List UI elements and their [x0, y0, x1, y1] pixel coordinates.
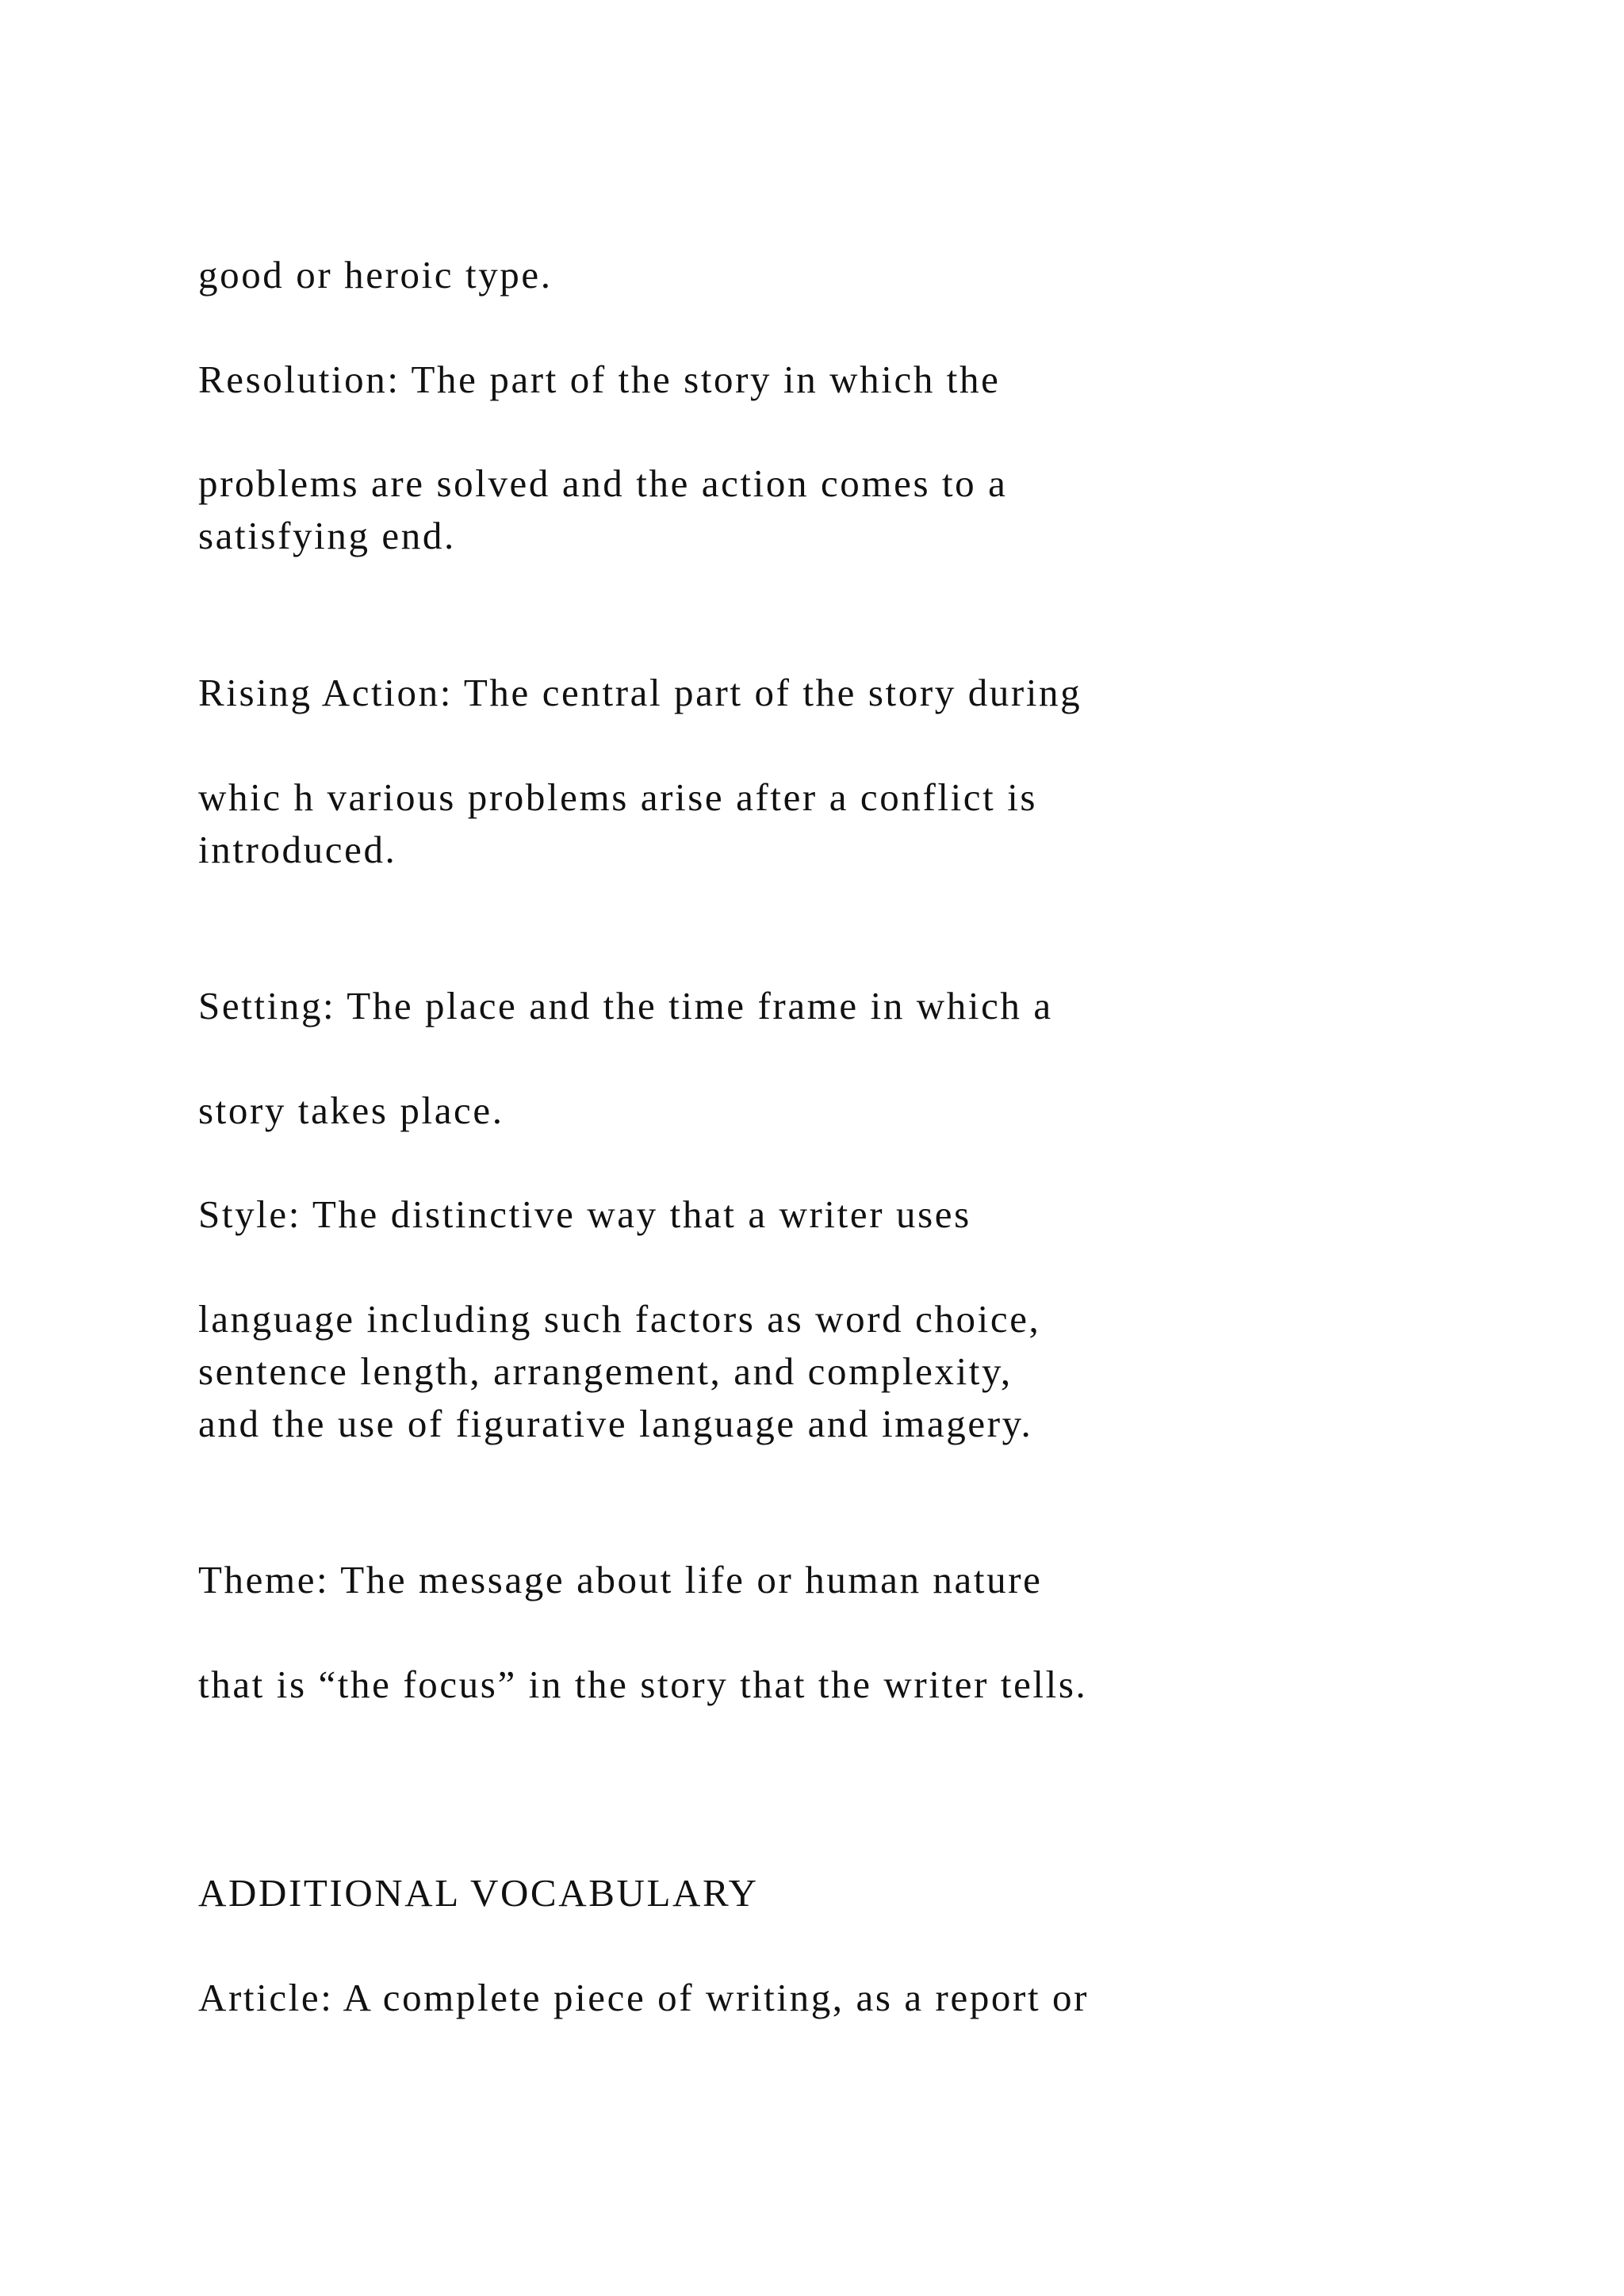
section-heading: ADDITIONAL VOCABULARY: [198, 1871, 759, 1915]
text-line: whic h various problems arise after a conflict is: [198, 775, 1038, 819]
text-line: and the use of figurative language and imagery.: [198, 1402, 1033, 1445]
text-line: Resolution: The part of the story in which the: [198, 358, 1001, 401]
text-line: story takes place.: [198, 1089, 504, 1132]
text-line: Article: A complete piece of writing, as a report or: [198, 1976, 1090, 2019]
text-line: Style: The distinctive way that a writer uses: [198, 1192, 971, 1236]
text-line: Rising Action: The central part of the story during: [198, 671, 1082, 714]
text-line: Theme: The message about life or human nature: [198, 1558, 1043, 1601]
text-line: language including such factors as word choice,: [198, 1297, 1041, 1341]
text-line: satisfying end.: [198, 514, 456, 557]
text-line: good or heroic type.: [198, 253, 553, 297]
text-line: sentence length, arrangement, and complexity,: [198, 1349, 1013, 1393]
text-line: introduced.: [198, 828, 397, 871]
text-line: Setting: The place and the time frame in which a: [198, 984, 1053, 1027]
text-line: problems are solved and the action comes to a: [198, 461, 1008, 505]
text-line: that is “the focus” in the story that the writer tells.: [198, 1663, 1088, 1706]
